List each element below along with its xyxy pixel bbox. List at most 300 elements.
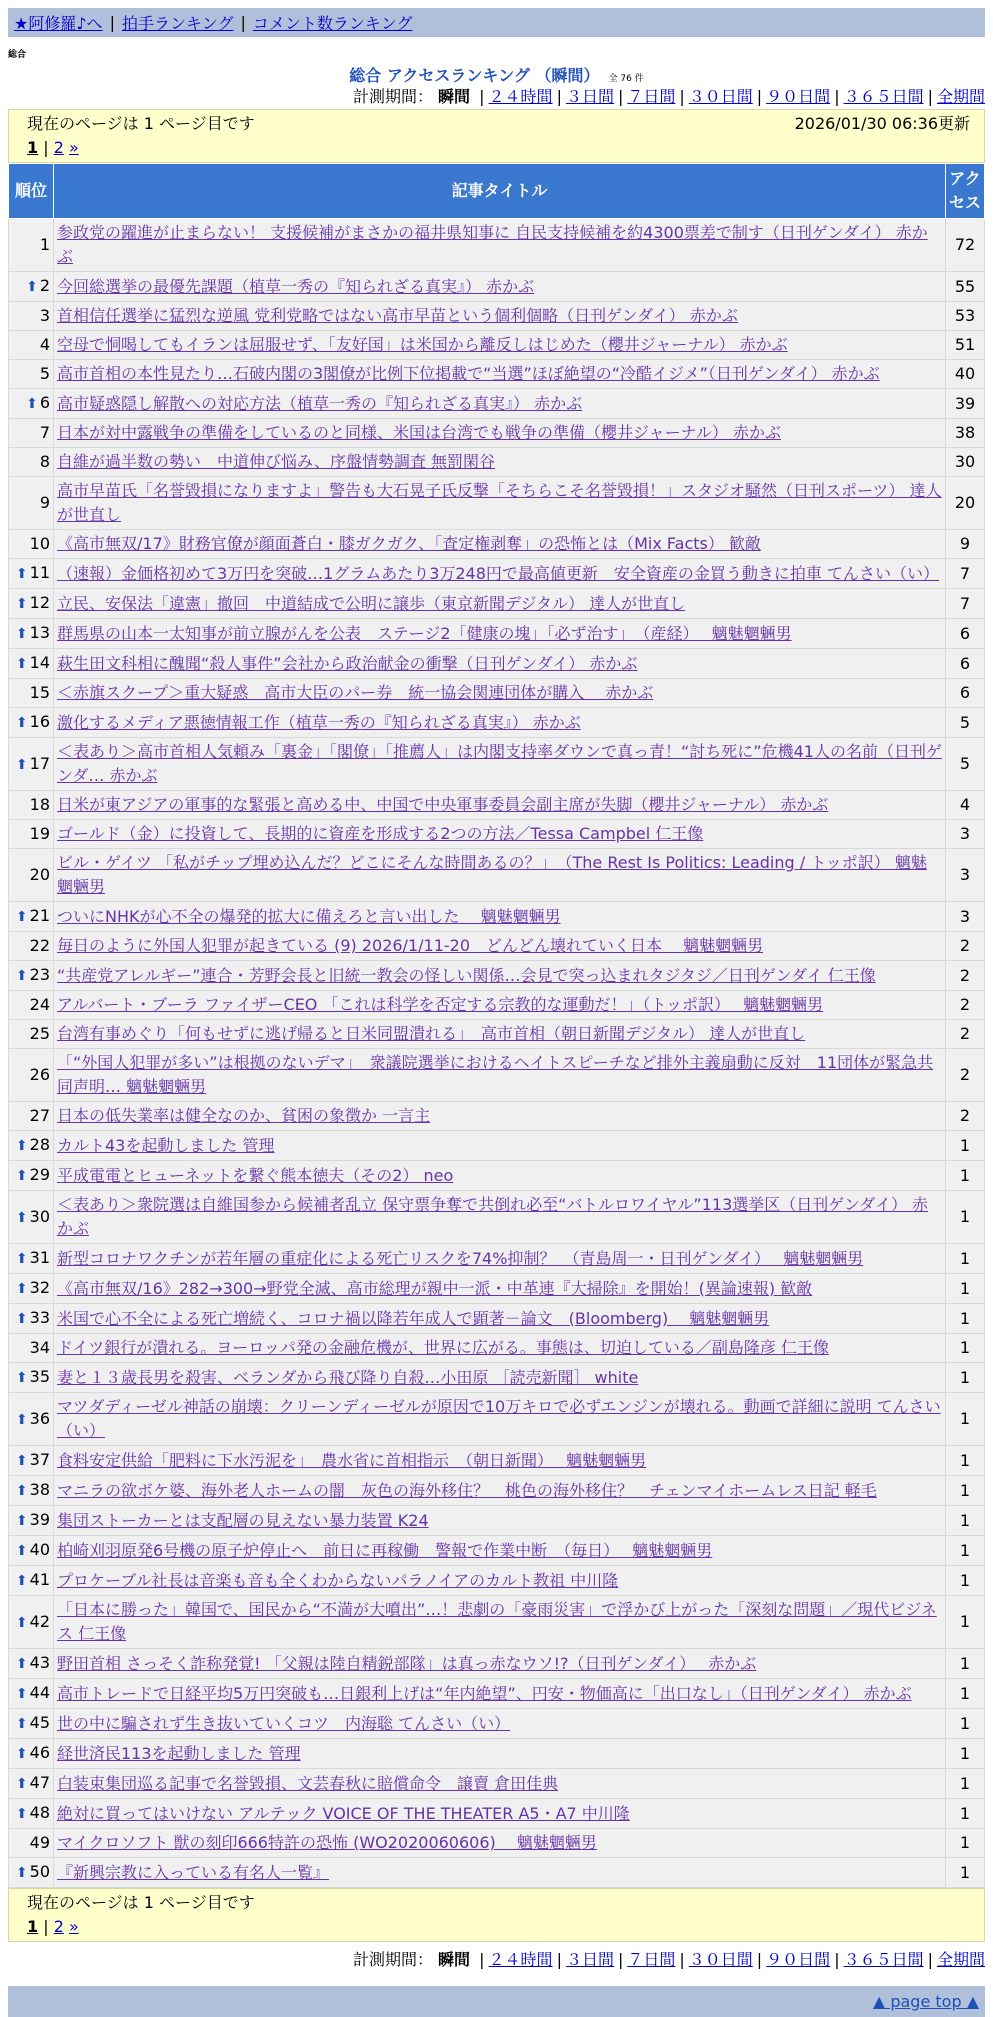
rank-number: 3: [39, 306, 50, 325]
title-cell: [54, 448, 946, 477]
title-cell: [54, 1304, 946, 1334]
arrow-up-icon: ⬆: [15, 1573, 28, 1589]
ranking-table: [8, 163, 985, 1888]
page: [8, 8, 985, 2017]
arrow-up-icon: ⬆: [15, 1483, 28, 1499]
rank-number: 29: [29, 1165, 50, 1184]
title-cell: [54, 1649, 946, 1679]
article-link[interactable]: （速報）金価格初めて3万円を突破…1グラムあたり3万248円で最高値更新 安全資産の金買う動きに拍車 てんさい（い）: [57, 563, 940, 583]
access-count: 1: [946, 1596, 985, 1649]
rank-number: 16: [29, 712, 50, 731]
title-cell: [54, 849, 946, 902]
period-link-6-bottom[interactable]: 全期間: [936, 1950, 985, 1969]
nav-home-link[interactable]: ★阿修羅♪へ: [14, 14, 103, 33]
arrow-up-icon: ⬆: [15, 1776, 28, 1792]
access-count: 1: [946, 1649, 985, 1679]
title-cell: [54, 1679, 946, 1709]
rank-number: 40: [29, 1540, 50, 1559]
table-row: [9, 1304, 985, 1334]
access-count: 2: [946, 961, 985, 991]
rank-cell: [9, 820, 54, 849]
table-row: [9, 1829, 985, 1858]
table-row: [9, 619, 985, 649]
rank-cell: [9, 1709, 54, 1739]
rank-cell: [9, 1799, 54, 1829]
access-count: 20: [946, 477, 985, 530]
arrow-up-icon: ⬆: [15, 1453, 28, 1469]
rank-number: 50: [29, 1862, 50, 1881]
rank-cell: [9, 477, 54, 530]
table-row: [9, 1739, 985, 1769]
arrow-up-icon: ⬆: [15, 1513, 28, 1529]
rank-number: 44: [29, 1683, 50, 1702]
article-link[interactable]: “共産党アレルギー”連合・芳野会長と旧統一教会の怪しい関係…会見で突っ込まれタジタジ／日刊ゲンダイ 仁王像: [57, 965, 876, 985]
arrow-up-icon: ⬆: [15, 1686, 28, 1702]
access-count: 1: [946, 1393, 985, 1446]
table-row: [9, 738, 985, 791]
pager-top: 1 | 2 »: [27, 138, 79, 157]
access-count: 1: [946, 1304, 985, 1334]
rank-number: 42: [29, 1611, 50, 1631]
table-row: [9, 331, 985, 360]
arrow-up-icon: ⬆: [15, 1251, 28, 1267]
rank-cell: [9, 1566, 54, 1596]
title-cell: [54, 1739, 946, 1769]
article-link[interactable]: 柏崎刈羽原発6号機の原子炉停止へ 前日に再稼働 警報で作業中断 （毎日） 魑魅魍魎男: [57, 1540, 713, 1560]
article-link[interactable]: 高市首相の本性見たり…石破内閣の3閣僚が比例下位掲載で“当選”ほぼ絶望の“冷酷イジメ”（日刊ゲンダイ） 赤かぶ: [57, 364, 880, 383]
access-count: 1: [946, 1446, 985, 1476]
arrow-up-icon: ⬆: [15, 1656, 28, 1672]
period-label-bottom: 計測期間：: [352, 1950, 433, 1969]
rank-number: 13: [29, 623, 50, 642]
table-row: [9, 448, 985, 477]
period-link-0[interactable]: ２４時間: [488, 87, 553, 106]
rank-number: 14: [29, 653, 50, 672]
title-cell: [54, 961, 946, 991]
access-count: 1: [946, 1476, 985, 1506]
rank-number: 49: [29, 1833, 50, 1852]
rank-cell: [9, 961, 54, 991]
table-row: [9, 708, 985, 738]
access-count: 40: [946, 360, 985, 389]
article-link[interactable]: カルト43を起動しました 管理: [57, 1135, 275, 1155]
article-link[interactable]: 日米が東アジアの軍事的な緊張と高める中、中国で中央軍事委員会副主席が失脚（櫻井ジャーナル） 赤かぶ: [57, 795, 829, 814]
title-cell: [54, 360, 946, 389]
header-title: 記事タイトル: [54, 164, 946, 219]
rank-number: 15: [29, 683, 50, 702]
title-cell: [54, 932, 946, 961]
article-link[interactable]: 今回総選挙の最優先課題（植草一秀の『知られざる真実』） 赤かぶ: [57, 276, 535, 296]
table-row: [9, 1506, 985, 1536]
access-count: 1: [946, 1334, 985, 1363]
article-link[interactable]: ドイツ銀行が潰れる。ヨーロッパ発の金融危機が、世界に広がる。事態は、切迫している／副島隆彦 仁王像: [57, 1338, 829, 1357]
table-row: [9, 559, 985, 589]
rank-cell: [9, 1596, 54, 1649]
arrow-up-icon: ⬆: [15, 715, 28, 731]
article-link[interactable]: 毎日のように外国人犯罪が起きている (9) 2026/1/11-20 どんどん壊れていく日本 魑魅魍魎男: [57, 936, 764, 955]
rank-cell: [9, 530, 54, 559]
article-link[interactable]: 高市トレードで日経平均5万円突破も…日銀利上げは“年内絶望”、円安・物価高に「出口なし」（日刊ゲンダイ） 赤かぶ: [57, 1683, 912, 1703]
arrow-up-icon: ⬆: [15, 1865, 28, 1881]
article-link[interactable]: 食料安定供給「肥料に下水汚泥を」 農水省に首相指示 （朝日新聞） 魑魅魍魎男: [57, 1450, 647, 1470]
title-cell: [54, 477, 946, 530]
article-link[interactable]: ビル・ゲイツ 「私がチップ埋め込んだ？どこにそんな時間あるの？」 （The Rest Is Politics: Leading / トッポ訳） 魑魅魍魎男: [57, 853, 927, 896]
access-count: 1: [946, 1709, 985, 1739]
page-title-line: [8, 63, 985, 85]
access-count: 3: [946, 820, 985, 849]
rank-number: 47: [29, 1773, 50, 1792]
table-row: [9, 1363, 985, 1393]
rank-cell: [9, 1739, 54, 1769]
access-count: 51: [946, 331, 985, 360]
title-cell: [54, 619, 946, 649]
access-count: 1: [946, 1769, 985, 1799]
article-link[interactable]: 激化するメディア悪徳情報工作（植草一秀の『知られざる真実』） 赤かぶ: [57, 712, 581, 732]
access-count: 7: [946, 559, 985, 589]
rank-cell: [9, 1244, 54, 1274]
rank-cell: [9, 1020, 54, 1049]
rank-number: 48: [29, 1803, 50, 1822]
page-title: 総合 アクセスランキング （瞬間）: [349, 66, 600, 85]
article-link[interactable]: 首相信任選挙に猛烈な逆風 党利党略ではない高市早苗という個利個略（日刊ゲンダイ） 赤かぶ: [57, 306, 738, 325]
rank-cell: [9, 1131, 54, 1161]
period-link-4-bottom[interactable]: ９０日間: [766, 1950, 831, 1969]
table-row: [9, 530, 985, 559]
period-link-2[interactable]: ７日間: [627, 87, 676, 106]
title-cell: [54, 1596, 946, 1649]
arrow-up-icon: ⬆: [15, 1716, 28, 1732]
rank-number: 1: [39, 235, 50, 254]
article-link[interactable]: 台湾有事めぐり「何もせずに逃げ帰ると日米同盟潰れる」 高市首相（朝日新聞デジタル） 達人が世直し: [57, 1024, 806, 1043]
category-label: 総合: [8, 50, 27, 60]
period-selector-top: 計測期間： 瞬間 | ２４時間 | ３日間 | ７日間 | ３０日間 | ９０日間 | ３６５日間 | 全期間: [352, 87, 985, 106]
rank-number: 6: [39, 393, 50, 412]
rank-cell: [9, 1858, 54, 1888]
table-row: [9, 1131, 985, 1161]
table-row: [9, 1858, 985, 1888]
table-row: [9, 961, 985, 991]
table-row: [9, 1679, 985, 1709]
arrow-up-icon: ⬆: [15, 1614, 28, 1631]
arrow-up-icon: ⬆: [15, 656, 28, 672]
arrow-up-icon: ⬆: [15, 1138, 28, 1154]
title-cell: [54, 1334, 946, 1363]
period-link-4[interactable]: ９０日間: [766, 87, 831, 106]
table-row: [9, 1049, 985, 1102]
title-cell: [54, 530, 946, 559]
article-link[interactable]: 参政党の躍進が止まらない！ 支援候補がまさかの福井県知事に 自民支持候補を約4300票差で制す（日刊ゲンダイ） 赤かぶ: [57, 223, 928, 266]
rank-cell: [9, 679, 54, 708]
access-count: 3: [946, 849, 985, 902]
rank-cell: [9, 1829, 54, 1858]
table-row: [9, 991, 985, 1020]
pager-next-bottom[interactable]: »: [69, 1917, 79, 1936]
period-link-5-bottom[interactable]: ３６５日間: [843, 1950, 924, 1969]
article-link[interactable]: 《高市無双/17》財務官僚が顔面蒼白・膝ガクガク、「査定権剥奪」の恐怖とは（Mix Facts） 歓敵: [57, 534, 761, 553]
rank-number: 8: [39, 452, 50, 471]
rank-cell: [9, 1769, 54, 1799]
article-link[interactable]: 「“外国人犯罪が多い”は根拠のないデマ」 衆議院選挙におけるヘイトスピーチなど排外主義扇動に反対 11団体が緊急共同声明… 魑魅魍魎男: [57, 1053, 934, 1096]
access-count: 38: [946, 419, 985, 448]
rank-number: 34: [29, 1338, 50, 1357]
rank-cell: [9, 448, 54, 477]
rank-cell: [9, 331, 54, 360]
title-cell: [54, 902, 946, 932]
rank-cell: [9, 1274, 54, 1304]
article-link[interactable]: 自維が過半数の勢い 中道伸び悩み、序盤情勢調査 無罰閑谷: [57, 452, 496, 471]
article-link[interactable]: 立民、安保法「違憲」撤回 中道結成で公明に譲歩（東京新聞デジタル） 達人が世直し: [57, 593, 686, 613]
article-link[interactable]: 高市早苗氏「名誉毀損になりますよ」警告も大石晃子氏反撃「そちらこそ名誉毀損！」スタジオ騒然（日刊スポーツ） 達人が世直し: [57, 481, 942, 524]
access-count: 1: [946, 1679, 985, 1709]
rank-cell: [9, 589, 54, 619]
article-link[interactable]: 萩生田文科相に醜聞“殺人事件”会社から政治献金の衝撃（日刊ゲンダイ） 赤かぶ: [57, 653, 638, 673]
rank-cell: [9, 649, 54, 679]
table-row: [9, 902, 985, 932]
rank-cell: [9, 932, 54, 961]
table-row: [9, 1334, 985, 1363]
access-count: 1: [946, 1536, 985, 1566]
period-current-bottom: 瞬間: [438, 1950, 471, 1969]
header-rank: 順位: [9, 164, 54, 219]
period-link-0-bottom[interactable]: ２４時間: [488, 1950, 553, 1969]
period-link-1-bottom[interactable]: ３日間: [565, 1950, 614, 1969]
rank-cell: [9, 389, 54, 419]
article-link[interactable]: マイクロソフト 獣の刻印666特許の恐怖 (WO2020060606) 魑魅魍魎男: [57, 1833, 597, 1852]
rank-cell: [9, 1304, 54, 1334]
rank-cell: [9, 902, 54, 932]
title-cell: [54, 389, 946, 419]
period-link-3[interactable]: ３０日間: [688, 87, 753, 106]
title-cell: [54, 589, 946, 619]
arrow-up-icon: ⬆: [15, 1311, 28, 1327]
title-cell: [54, 1191, 946, 1244]
current-page-text: 現在のページは 1 ページ目です: [27, 114, 255, 133]
article-link[interactable]: 高市疑惑隠し解散への対応方法（植草一秀の『知られざる真実』） 赤かぶ: [57, 393, 583, 413]
article-link[interactable]: 集団ストーカーとは支配層の見えない暴力装置 K24: [57, 1510, 429, 1530]
title-cell: [54, 649, 946, 679]
title-cell: [54, 820, 946, 849]
title-cell: [54, 1476, 946, 1506]
article-link[interactable]: 世の中に騙されず生き抜いていくコツ 内海聡 てんさい（い）: [57, 1713, 511, 1733]
title-cell: [54, 419, 946, 448]
title-cell: [54, 1102, 946, 1131]
bottom-bar: [8, 1986, 985, 2017]
table-row: [9, 932, 985, 961]
rank-cell: [9, 1191, 54, 1244]
arrow-up-icon: ⬆: [15, 566, 28, 582]
access-count: 1: [946, 1829, 985, 1858]
table-row: [9, 679, 985, 708]
article-link[interactable]: 『新興宗教に入っている有名人一覧』: [57, 1862, 330, 1882]
article-link[interactable]: 経世済民113を起動しました 管理: [57, 1743, 301, 1763]
rank-number: 10: [29, 534, 50, 553]
article-link[interactable]: ゴールド（金）に投資して、長期的に資産を形成する2つの方法／Tessa Campbel 仁王像: [57, 824, 704, 843]
table-row: [9, 1566, 985, 1596]
article-link[interactable]: 群馬県の山本一太知事が前立腺がんを公表 ステージ2「健康の塊」「必ず治す」 （産経） 魑魅魍魎男: [57, 623, 792, 643]
title-cell: [54, 1536, 946, 1566]
rank-cell: [9, 419, 54, 448]
pager-next[interactable]: »: [69, 138, 79, 157]
title-cell: [54, 331, 946, 360]
article-link[interactable]: ＜表あり＞高市首相人気頼み「裏金」「閣僚」「推薦人」は内閣支持率ダウンで真っ青！“討ち死に”危機41人の名前（日刊ゲンダ… 赤かぶ: [57, 742, 942, 785]
access-count: 4: [946, 791, 985, 820]
table-row: [9, 849, 985, 902]
table-row: [9, 1274, 985, 1304]
article-link[interactable]: 白装束集団巡る記事で名誉毀損、文芸春秋に賠償命令 譲賣 倉田佳典: [57, 1773, 559, 1793]
arrow-up-icon: ⬆: [26, 279, 38, 295]
access-count: 72: [946, 219, 985, 272]
access-count: 53: [946, 302, 985, 331]
article-link[interactable]: 平成電電とヒューネットを繋ぐ熊本徳夫（その2） neo: [57, 1165, 454, 1185]
pager-page-2[interactable]: 2: [53, 138, 64, 157]
access-count: 5: [946, 738, 985, 791]
rank-number: 28: [29, 1135, 50, 1154]
access-count: 1: [946, 1799, 985, 1829]
access-count: 2: [946, 1049, 985, 1102]
updated-time: 2026/01/30 06:36更新: [794, 114, 970, 133]
arrow-up-icon: ⬆: [15, 626, 28, 642]
title-cell: [54, 219, 946, 272]
access-count: 2: [946, 991, 985, 1020]
nav-applause-ranking-link[interactable]: 拍手ランキング: [121, 14, 234, 33]
table-row: [9, 791, 985, 820]
access-count: 1: [946, 1739, 985, 1769]
access-count: 7: [946, 589, 985, 619]
rank-number: 18: [29, 795, 50, 814]
rank-cell: [9, 849, 54, 902]
title-cell: [54, 1769, 946, 1799]
article-link[interactable]: 空母で恫喝してもイランは屈服せず、「友好国」は米国から離反しはじめた（櫻井ジャーナル） 赤かぶ: [57, 335, 788, 354]
period-link-5[interactable]: ３６５日間: [843, 87, 924, 106]
article-link[interactable]: 日本の低失業率は健全なのか、貧困の象徴か 一言主: [57, 1106, 431, 1125]
title-cell: [54, 1829, 946, 1858]
table-row: [9, 1769, 985, 1799]
article-link[interactable]: 絶対に買ってはいけない アルテック VOICE OF THE THEATER A5・A7 中川隆: [57, 1803, 630, 1823]
article-link[interactable]: マニラの欲ボケ婆、海外老人ホームの闇 灰色の海外移住？ 桃色の海外移住？ チェンマイホームレス日記 軽毛: [57, 1480, 877, 1500]
title-cell: [54, 1446, 946, 1476]
page-top-link[interactable]: ▲ page top ▲: [872, 1992, 979, 2011]
access-count: 1: [946, 1244, 985, 1274]
pager-current: 1: [27, 138, 39, 157]
table-row: [9, 1244, 985, 1274]
table-row: [9, 389, 985, 419]
rank-number: 26: [29, 1065, 50, 1084]
table-row: [9, 1020, 985, 1049]
period-link-2-bottom[interactable]: ７日間: [627, 1950, 676, 1969]
article-link[interactable]: 新型コロナワクチンが若年層の重症化による死亡リスクを74%抑制？ （青島周一・日刊ゲンダイ） 魑魅魍魎男: [57, 1248, 864, 1268]
arrow-up-icon: ⬆: [15, 1543, 28, 1559]
status-panel-top: [8, 109, 985, 163]
arrow-up-icon: ⬆: [15, 1209, 28, 1226]
access-count: 1: [946, 1506, 985, 1536]
rank-cell: [9, 1446, 54, 1476]
title-cell: [54, 272, 946, 302]
rank-number: 22: [29, 936, 50, 955]
title-cell: [54, 1566, 946, 1596]
rank-cell: [9, 1536, 54, 1566]
arrow-up-icon: ⬆: [15, 1370, 28, 1386]
article-link[interactable]: プロケーブル社長は音楽も音も全くわからないパラノイアのカルト教祖 中川隆: [57, 1570, 619, 1590]
access-count: 1: [946, 1858, 985, 1888]
rank-number: 38: [29, 1480, 50, 1499]
access-count: 1: [946, 1131, 985, 1161]
table-row: [9, 1596, 985, 1649]
access-count: 39: [946, 389, 985, 419]
rank-number: 31: [29, 1248, 50, 1267]
title-cell: [54, 1274, 946, 1304]
article-link[interactable]: ＜赤旗スクープ＞重大疑惑 高市大臣のパー券 統一協会関連団体が購入 赤かぶ: [57, 683, 654, 702]
article-link[interactable]: アルバート・ブーラ ファイザーCEO 「これは科学を否定する宗教的な運動だ！」（トッポ訳） 魑魅魍魎男: [57, 995, 824, 1014]
title-cell: [54, 1020, 946, 1049]
article-link[interactable]: 妻と１３歳長男を殺害、ベランダから飛び降り自殺…小田原 ［読売新聞］ white: [57, 1367, 639, 1387]
title-cell: [54, 1049, 946, 1102]
rank-number: 9: [39, 493, 50, 512]
arrow-up-icon: ⬆: [15, 1411, 28, 1428]
arrow-up-icon: ⬆: [15, 1806, 28, 1822]
article-link[interactable]: 野田首相 さっそく詐称発覚! 「父親は陸自精鋭部隊」は真っ赤なウソ!?（日刊ゲンダイ） 赤かぶ: [57, 1653, 757, 1673]
rank-number: 23: [29, 965, 50, 984]
arrow-up-icon: ⬆: [15, 756, 28, 773]
rank-cell: [9, 708, 54, 738]
period-link-1[interactable]: ３日間: [565, 87, 614, 106]
article-link[interactable]: ついにNHKが心不全の爆発的拡大に備えろと言い出した 魑魅魍魎男: [57, 906, 561, 926]
rank-number: 37: [29, 1450, 50, 1469]
access-count: 2: [946, 1020, 985, 1049]
article-link[interactable]: ＜表あり＞衆院選は自維国参から候補者乱立 保守票争奪で共倒れ必至“バトルロワイヤル”113選挙区（日刊ゲンダイ） 赤かぶ: [57, 1195, 929, 1238]
header-count: アクセス: [946, 164, 985, 219]
title-cell: [54, 991, 946, 1020]
period-link-3-bottom[interactable]: ３０日間: [688, 1950, 753, 1969]
rank-cell: [9, 272, 54, 302]
table-row: [9, 649, 985, 679]
arrow-up-icon: ⬆: [15, 1168, 28, 1184]
title-cell: [54, 1244, 946, 1274]
access-count: 1: [946, 1363, 985, 1393]
rank-cell: [9, 1476, 54, 1506]
current-page-text-bottom: 現在のページは 1 ページ目です: [27, 1893, 255, 1912]
article-link[interactable]: 《高市無双/16》282→300→野党全滅、高市総理が親中一派・中革連『大掃除』を開始！(異論速報) 歓敵: [57, 1278, 813, 1298]
rank-number: 36: [29, 1408, 50, 1428]
rank-cell: [9, 1679, 54, 1709]
rank-number: 25: [29, 1024, 50, 1043]
article-link[interactable]: 米国で心不全による死亡増続く、コロナ禍以降若年成人で顕著－論文 (Bloomberg) 魑魅魍魎男: [57, 1308, 770, 1328]
nav-comment-ranking-link[interactable]: コメント数ランキング: [252, 14, 413, 33]
table-row: [9, 1799, 985, 1829]
period-current: 瞬間: [438, 87, 471, 106]
article-link[interactable]: 日本が対中露戦争の準備をしているのと同様、米国は台湾でも戦争の準備（櫻井ジャーナル） 赤かぶ: [57, 423, 781, 442]
rank-number: 33: [29, 1308, 50, 1327]
access-count: 9: [946, 530, 985, 559]
article-link[interactable]: 「日本に勝った」韓国で、国民から“不満が大噴出”…！悲劇の「豪雨災害」で浮かび上がった「深刻な問題」／現代ビジネス 仁王像: [57, 1600, 937, 1643]
pager-page-2-bottom[interactable]: 2: [53, 1917, 64, 1936]
rank-cell: [9, 1649, 54, 1679]
arrow-up-icon: ⬆: [26, 396, 38, 412]
rank-number: 39: [29, 1510, 50, 1529]
rank-cell: [9, 1161, 54, 1191]
article-link[interactable]: マツダディーゼル神話の崩壊：クリーンディーゼルが原因で10万キロで必ずエンジンが壊れる。動画で詳細に説明 てんさい（い）: [57, 1397, 941, 1440]
table-row: [9, 272, 985, 302]
access-count: 30: [946, 448, 985, 477]
rank-number: 4: [39, 335, 50, 354]
period-link-6[interactable]: 全期間: [936, 87, 985, 106]
table-row: [9, 1649, 985, 1679]
rank-number: 32: [29, 1278, 50, 1297]
access-count: 1: [946, 1274, 985, 1304]
period-selector-bottom: 計測期間： 瞬間 | ２４時間 | ３日間 | ７日間 | ３０日間 | ９０日間 | ３６５日間 | 全期間: [352, 1950, 985, 1969]
table-row: [9, 477, 985, 530]
access-count: 5: [946, 708, 985, 738]
rank-number: 5: [39, 364, 50, 383]
